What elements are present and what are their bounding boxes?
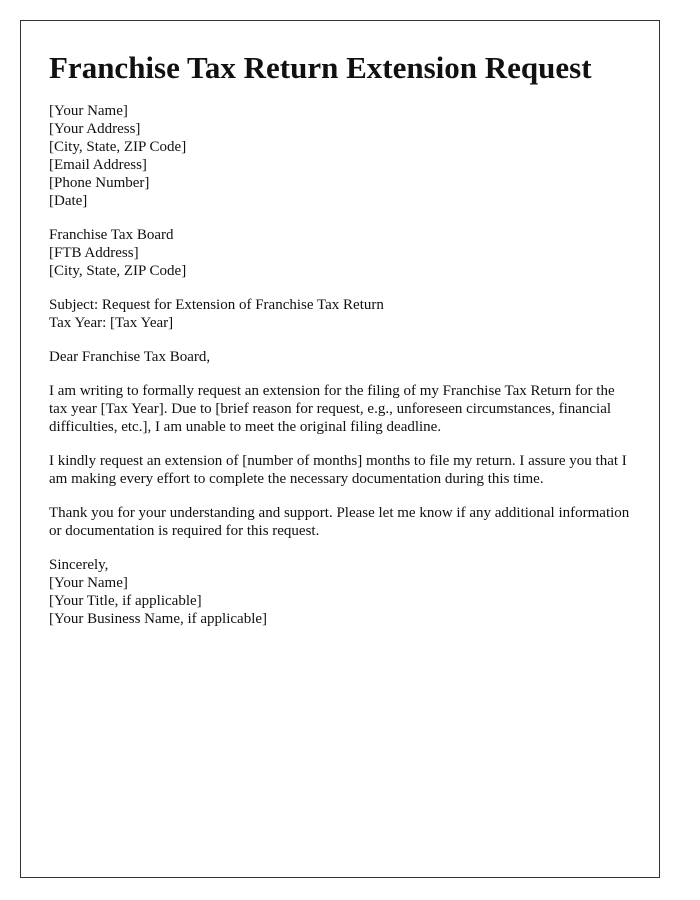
subject-line: Subject: Request for Extension of Franchise Tax Return <box>49 297 384 313</box>
body-paragraph-2: I kindly request an extension of [number of months] months to file my return. I assure you that I am making every effort to complete the necessary documentation during this time. <box>49 453 627 487</box>
tax-year-line: Tax Year: [Tax Year] <box>49 315 174 331</box>
sender-city-state-zip: [City, State, ZIP Code] <box>49 139 187 155</box>
body-paragraph-3: Thank you for your understanding and support. Please let me know if any additional information or documentation is required for this request. <box>49 505 630 539</box>
recipient-name: Franchise Tax Board <box>49 227 174 243</box>
sender-address: [Your Address] <box>49 121 141 137</box>
recipient-address: [FTB Address] <box>49 245 139 261</box>
body-paragraph-1: I am writing to formally request an extension for the filing of my Franchise Tax Return for the tax year [Tax Year]. Due to [brief reason for request, e.g., unforeseen circumstances, financial difficulties, etc.], I am unable to meet the original filing deadline. <box>49 383 615 435</box>
sender-phone: [Phone Number] <box>49 175 150 191</box>
closing-title: [Your Title, if applicable] <box>49 593 202 609</box>
letter-page <box>20 20 660 878</box>
salutation: Dear Franchise Tax Board, <box>49 349 211 365</box>
sender-block <box>49 102 631 210</box>
recipient-block <box>49 226 631 280</box>
sender-date: [Date] <box>49 193 88 209</box>
closing-name: [Your Name] <box>49 575 128 591</box>
sender-email: [Email Address] <box>49 157 147 173</box>
closing-sincerely: Sincerely, <box>49 557 109 573</box>
subject-block <box>49 296 631 332</box>
closing-business-name: [Your Business Name, if applicable] <box>49 611 268 627</box>
closing-block <box>49 556 631 628</box>
recipient-city-state-zip: [City, State, ZIP Code] <box>49 263 187 279</box>
letter-title: Franchise Tax Return Extension Request <box>49 50 592 85</box>
sender-name: [Your Name] <box>49 103 128 119</box>
